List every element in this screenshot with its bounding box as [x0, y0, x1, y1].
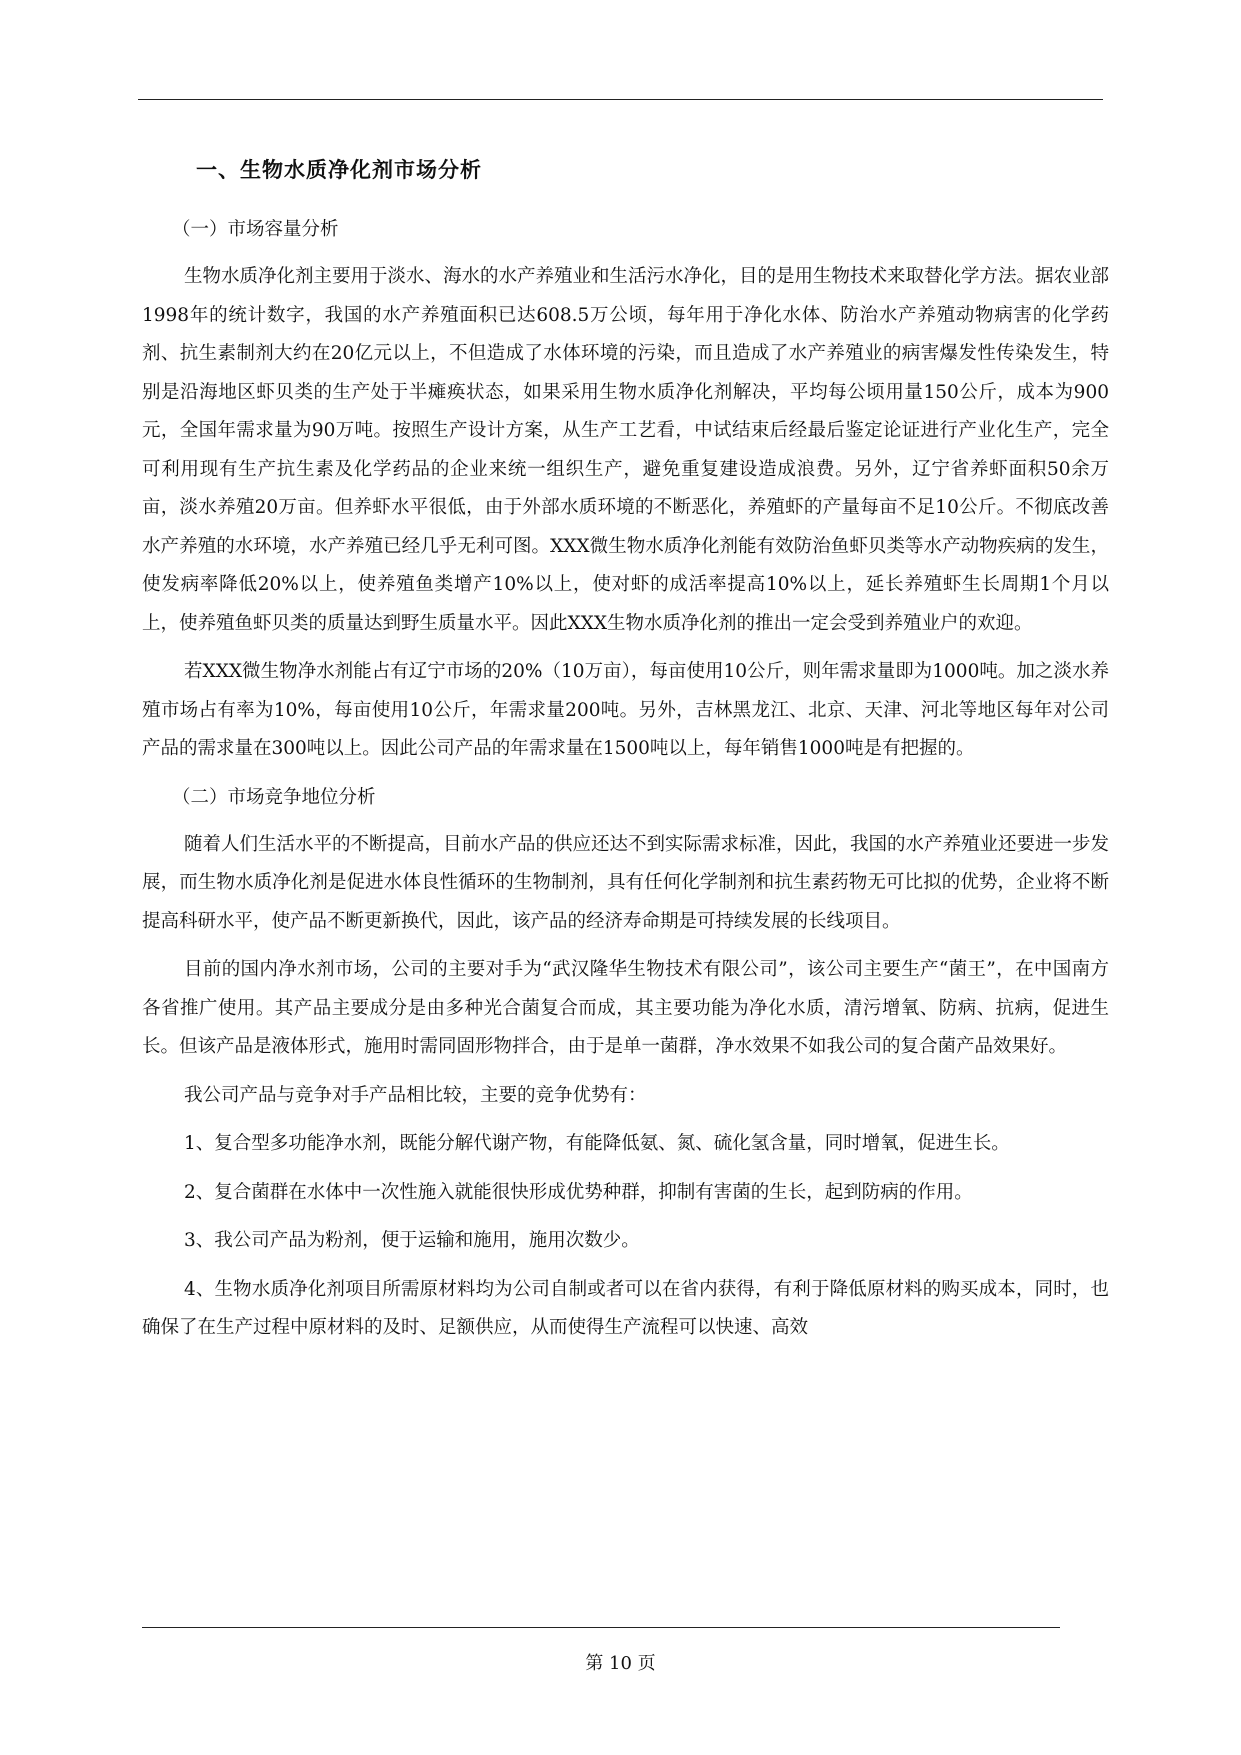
paragraph: 我公司产品与竞争对手产品相比较，主要的竞争优势有： [184, 1084, 647, 1106]
chapter-heading: 一、生物水质净化剂市场分析 [196, 158, 482, 182]
list-item: 2、复合菌群在水体中一次性施入就能很快形成优势种群，抑制有害菌的生长，起到防病的作用。 [184, 1181, 973, 1203]
document-body [142, 155, 1109, 1358]
section-title-competition: （二）市场竞争地位分析 [172, 786, 376, 808]
list-item: 4、生物水质净化剂项目所需原材料均为公司自制或者可以在省内获得，有利于降低原材料的购买成本，同时，也确保了在生产过程中原材料的及时、足额供应，从而使得生产流程可以快速、高效 [142, 1278, 1109, 1338]
paragraph: 生物水质净化剂主要用于淡水、海水的水产养殖业和生活污水净化，目的是用生物技术来取替化学方法。据农业部1998年的统计数字，我国的水产养殖面积已达608.5万公顷，每年用于净化水体、防治水产养殖动物病害的化学药剂、抗生素制剂大约在20亿元以上，不但造成了水体环境的污染，而且造成了水产养殖业的病害爆发性传染发生，特别是沿海地区虾贝类的生产处于半瘫痪状态，如果采用生物水质净化剂解决，平均每公顷用量150公斤，成本为900元，全国年需求量为90万吨。按照生产设计方案，从生产工艺看，中试结束后经最后鉴定论证进行产业化生产，完全可利用现有生产抗生素及化学药品的企业来统一组织生产，避免重复建设造成浪费。另外，辽宁省养虾面积50余万亩，淡水养殖20万亩。但养虾水平很低，由于外部水质环境的不断恶化，养殖虾的产量每亩不足10公斤。不彻底改善水产养殖的水环境，水产养殖已经几乎无利可图。XXX微生物水质净化剂能有效防治鱼虾贝类等水产动物疾病的发生，使发病率降低20%以上，使养殖鱼类增产10%以上，使对虾的成活率提高10%以上，延长养殖虾生长周期1个月以上，使养殖鱼虾贝类的质量达到野生质量水平。因此XXX生物水质净化剂的推出一定会受到养殖业户的欢迎。 [142, 266, 1110, 634]
paragraph: 目前的国内净水剂市场，公司的主要对手为“武汉隆华生物技术有限公司”，该公司主要生产“菌王”，在中国南方各省推广使用。其产品主要成分是由多种光合菌复合而成，其主要功能为净化水质，清污增氧、防病、抗病，促进生长。但该产品是液体形式，施用时需同固形物拌合，由于是单一菌群，净水效果不如我公司的复合菌产品效果好。 [142, 959, 1109, 1057]
paragraph: 若XXX微生物净水剂能占有辽宁市场的20%（10万亩），每亩使用10公斤，则年需求量即为1000吨。加之淡水养殖市场占有率为10%，每亩使用10公斤，年需求量200吨。另外，吉林黑龙江、北京、天津、河北等地区每年对公司产品的需求量在300吨以上。因此公司产品的年需求量在1500吨以上，每年销售1000吨是有把握的。 [142, 661, 1109, 759]
paragraph: 随着人们生活水平的不断提高，目前水产品的供应还达不到实际需求标准，因此，我国的水产养殖业还要进一步发展，而生物水质净化剂是促进水体良性循环的生物制剂，具有任何化学制剂和抗生素药物无可比拟的优势，企业将不断提高科研水平，使产品不断更新换代，因此，该产品的经济寿命期是可持续发展的长线项目。 [142, 833, 1110, 932]
section-title-market-capacity: （一）市场容量分析 [172, 219, 339, 240]
list-item: 3、我公司产品为粉剂，便于运输和施用，施用次数少。 [184, 1230, 640, 1251]
header-rule [138, 99, 1103, 100]
page-number: 第 10 页 [585, 1653, 656, 1674]
footer-rule [142, 1627, 1060, 1628]
list-item: 1、复合型多功能净水剂，既能分解代谢产物，有能降低氨、氮、硫化氢含量，同时增氧，促进生长。 [184, 1133, 1010, 1154]
